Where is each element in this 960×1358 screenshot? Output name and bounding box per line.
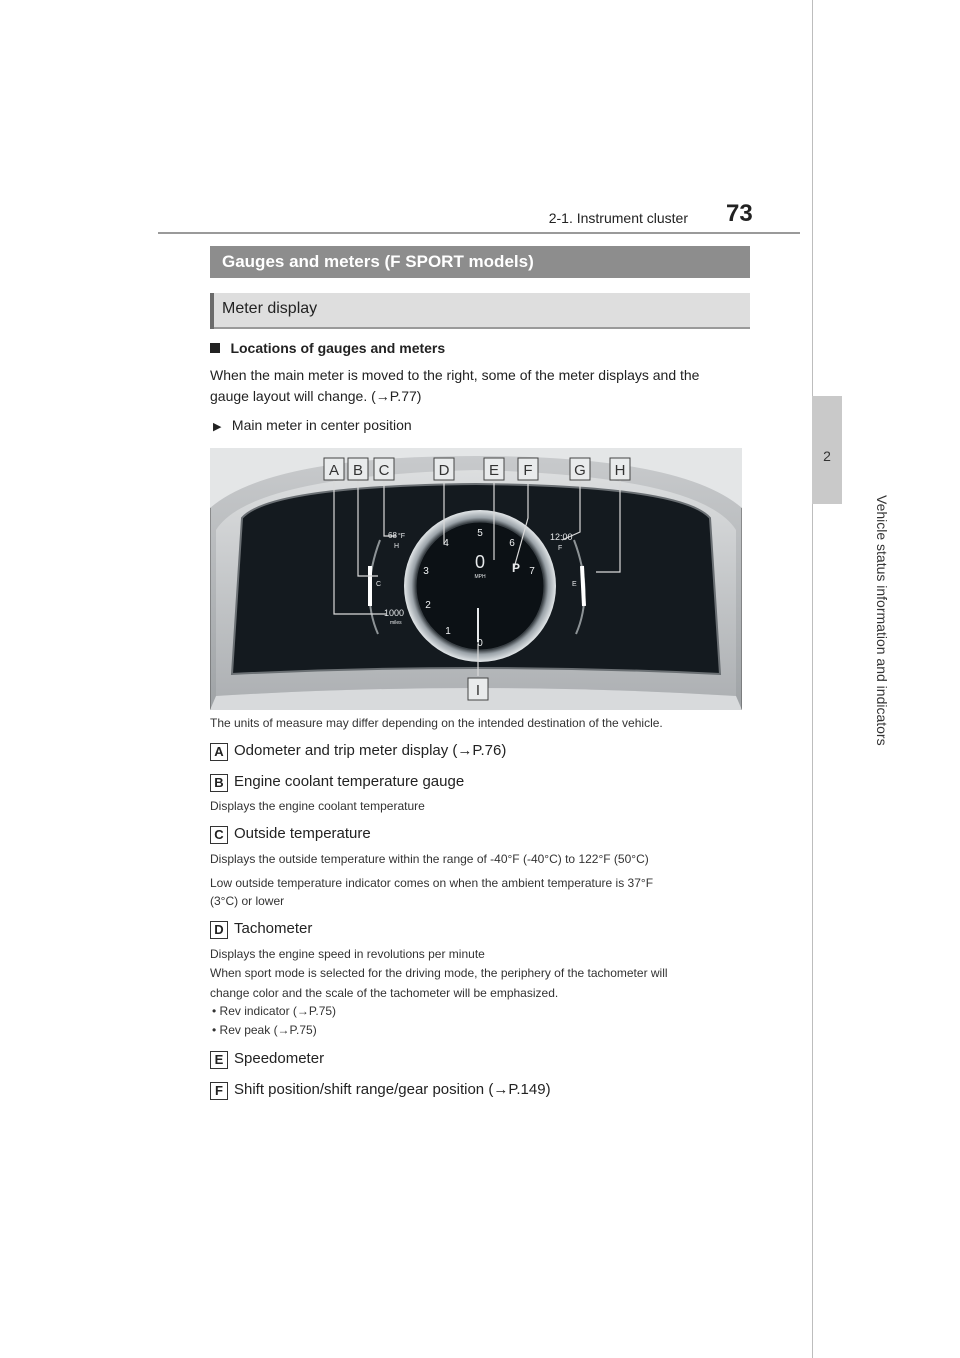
- speed-readout: 0: [474, 552, 486, 572]
- callout-g: G: [574, 462, 586, 479]
- callout-d: D: [438, 462, 450, 479]
- odometer-unit: miles: [390, 620, 402, 626]
- callout-c: C: [378, 462, 390, 479]
- tach-4: 4: [443, 538, 449, 549]
- tach-3: 3: [423, 566, 429, 577]
- header-rule: [158, 232, 800, 234]
- item-c-title: Outside temperature: [234, 825, 371, 842]
- coolant-high-label: H: [394, 543, 400, 550]
- cluster-svg: [210, 448, 742, 710]
- square-bullet-icon: [210, 343, 220, 353]
- label-d: D: [210, 921, 228, 939]
- chapter-number: 2: [823, 448, 831, 464]
- label-c: C: [210, 826, 228, 844]
- tach-0: 0: [477, 638, 483, 649]
- callout-f: F: [523, 462, 533, 479]
- item-b-title: Engine coolant temperature gauge: [234, 773, 465, 790]
- instrument-cluster-illustration: [210, 448, 742, 710]
- tach-5: 5: [477, 528, 483, 539]
- temp-unit: °F: [398, 533, 406, 540]
- item-c-desc: Displays the outside temperature within the range of -40°F (-40°C) to 122°F (50°C): [210, 852, 649, 866]
- item-c-desc2: Low outside temperature indicator comes on when the ambient temperature is 37°F: [210, 876, 654, 890]
- item-b-desc: Displays the engine coolant temperature: [210, 799, 425, 813]
- heading-accent: [210, 293, 214, 329]
- callout-a: A: [328, 462, 340, 479]
- chapter-label: Vehicle status information and indicators: [874, 495, 890, 746]
- subsection-heading: Meter display: [222, 300, 318, 317]
- item-d-title: Tachometer: [234, 920, 313, 937]
- page-number: 73: [726, 200, 753, 227]
- callout-i: I: [475, 682, 481, 699]
- tach-2: 2: [425, 600, 431, 611]
- item-d-desc3: change color and the scale of the tachometer will be emphasized.: [210, 986, 559, 1000]
- item-c-desc3: (3°C) or lower: [210, 894, 285, 908]
- tach-7: 7: [529, 566, 535, 577]
- label-f: F: [210, 1082, 228, 1100]
- fuel-empty-label: E: [572, 581, 577, 588]
- item-d-desc: Displays the engine speed in revolutions per minute: [210, 947, 485, 961]
- subsection-heading-bar: [210, 293, 750, 329]
- side-rule: [812, 0, 813, 1358]
- item-f-title: Shift position/shift range/gear position (→P.149): [234, 1081, 551, 1098]
- item-d-bullet-1: • Rev indicator (→P.75): [212, 1004, 337, 1018]
- gear-indicator: P: [512, 561, 521, 575]
- sub-bullet: ▶ Main meter in center position: [213, 417, 412, 433]
- odometer-value: 1000: [384, 608, 405, 618]
- tach-1: 1: [445, 626, 451, 637]
- item-e-title: Speedometer: [234, 1050, 325, 1067]
- label-e: E: [210, 1051, 228, 1069]
- outside-temp: 68: [388, 531, 397, 540]
- clock: 12:00: [550, 532, 573, 542]
- section-heading: Gauges and meters (F SPORT models): [222, 252, 534, 271]
- item-d-bullet-2: • Rev peak (→P.75): [212, 1023, 317, 1037]
- fuel-full-label: F: [558, 545, 563, 552]
- intro-line-2: gauge layout will change. (→P.77): [210, 388, 422, 404]
- callout-e: E: [488, 462, 500, 479]
- section-heading-bar: [210, 246, 750, 278]
- locations-heading: Locations of gauges and meters: [210, 337, 445, 360]
- units-caption: The units of measure may differ depending on the intended destination of the vehicle.: [210, 716, 663, 730]
- intro-line-1: When the main meter is moved to the right, some of the meter displays and the: [210, 367, 700, 383]
- label-a: A: [210, 743, 228, 761]
- callout-b: B: [352, 462, 364, 479]
- coolant-low-label: C: [376, 581, 382, 588]
- item-d-desc2: When sport mode is selected for the driving mode, the periphery of the tachometer will: [210, 966, 668, 980]
- triangle-bullet-icon: ▶: [213, 421, 222, 433]
- callout-h: H: [614, 462, 626, 479]
- item-a-title: Odometer and trip meter display (→P.76): [234, 742, 507, 759]
- section-title: 2-1. Instrument cluster: [548, 210, 688, 226]
- speed-unit: MPH: [474, 574, 486, 580]
- label-b: B: [210, 774, 228, 792]
- tach-6: 6: [509, 538, 515, 549]
